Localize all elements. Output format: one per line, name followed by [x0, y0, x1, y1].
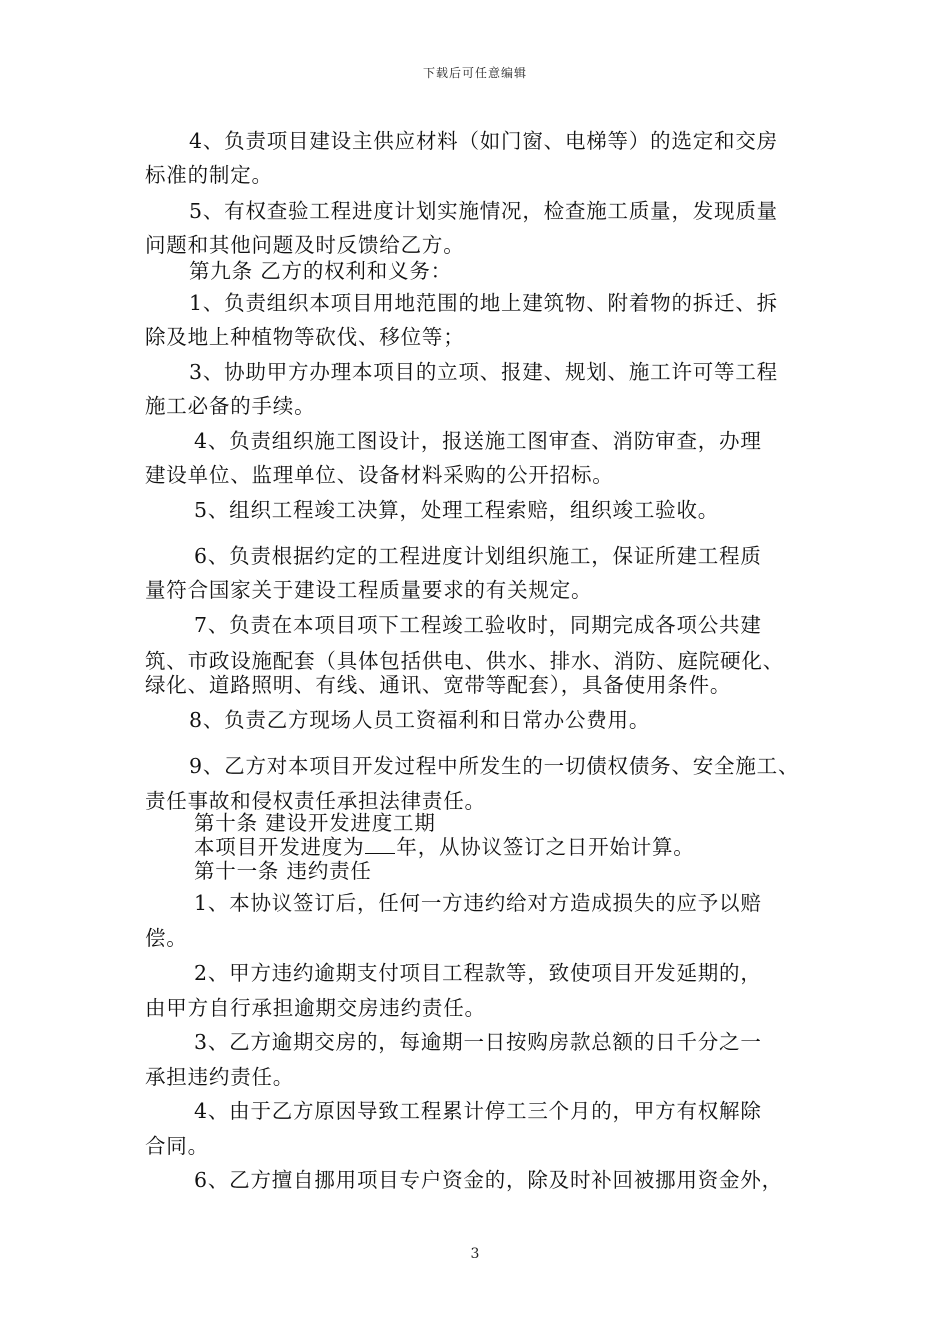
paragraph-line: 3、协助甲方办理本项目的立项、报建、规划、施工许可等工程	[189, 360, 778, 384]
paragraph-line: 1、本协议签订后，任何一方违约给对方造成损失的应予以赔	[194, 891, 762, 915]
paragraph-line: 7、负责在本项目项下工程竣工验收时，同期完成各项公共建	[194, 613, 762, 637]
paragraph-line: 5、有权查验工程进度计划实施情况，检查施工质量，发现质量	[189, 199, 778, 223]
section-heading: 第九条 乙方的权利和义务：	[189, 259, 452, 283]
section-heading: 第十条 建设开发进度工期	[194, 811, 436, 835]
paragraph-line: 合同。	[145, 1134, 209, 1158]
schedule-blank	[365, 835, 395, 854]
page-number: 3	[470, 1246, 480, 1262]
paragraph-line	[194, 834, 695, 860]
paragraph-line: 1、负责组织本项目用地范围的地上建筑物、附着物的拆迁、拆	[189, 291, 778, 315]
paragraph-line: 9、乙方对本项目开发过程中所发生的一切债权债务、安全施工、	[189, 754, 800, 778]
paragraph-line: 8、负责乙方现场人员工资福利和日常办公费用。	[189, 708, 651, 732]
paragraph-line: 6、乙方擅自挪用项目专户资金的，除及时补回被挪用资金外，	[194, 1168, 783, 1192]
paragraph-line: 标准的制定。	[145, 163, 273, 187]
paragraph-line: 责任事故和侵权责任承担法律责任。	[145, 789, 486, 813]
paragraph-line: 绿化、道路照明、有线、通讯、宽带等配套），具备使用条件。	[145, 673, 732, 697]
paragraph-line: 筑、市政设施配套（具体包括供电、供水、排水、消防、庭院硬化、	[145, 649, 784, 673]
paragraph-line: 偿。	[145, 926, 188, 950]
schedule-prefix: 本项目开发进度为	[194, 835, 365, 859]
paragraph-line: 建设单位、监理单位、设备材料采购的公开招标。	[145, 463, 614, 487]
paragraph-line: 5、组织工程竣工决算，处理工程索赔，组织竣工验收。	[194, 498, 720, 522]
paragraph-line: 由甲方自行承担逾期交房违约责任。	[145, 996, 486, 1020]
paragraph-line: 施工必备的手续。	[145, 394, 316, 418]
section-heading: 第十一条 违约责任	[194, 859, 372, 883]
paragraph-line: 4、负责组织施工图设计，报送施工图审查、消防审查，办理	[194, 429, 762, 453]
paragraph-line: 问题和其他问题及时反馈给乙方。	[145, 233, 465, 257]
paragraph-line: 量符合国家关于建设工程质量要求的有关规定。	[145, 578, 593, 602]
paragraph-line: 4、由于乙方原因导致工程累计停工三个月的，甲方有权解除	[194, 1099, 762, 1123]
page-header: 下载后可任意编辑	[422, 66, 527, 80]
schedule-suffix: 年，从协议签订之日开始计算。	[396, 835, 695, 859]
paragraph-line: 2、甲方违约逾期支付项目工程款等，致使项目开发延期的，	[194, 961, 762, 985]
paragraph-line: 除及地上种植物等砍伐、移位等；	[145, 325, 465, 349]
paragraph-line: 6、负责根据约定的工程进度计划组织施工，保证所建工程质	[194, 544, 762, 568]
paragraph-line: 3、乙方逾期交房的，每逾期一日按购房款总额的日千分之一	[194, 1030, 762, 1054]
paragraph-line: 承担违约责任。	[145, 1065, 295, 1089]
paragraph-line: 4、负责项目建设主供应材料（如门窗、电梯等）的选定和交房	[189, 129, 778, 153]
